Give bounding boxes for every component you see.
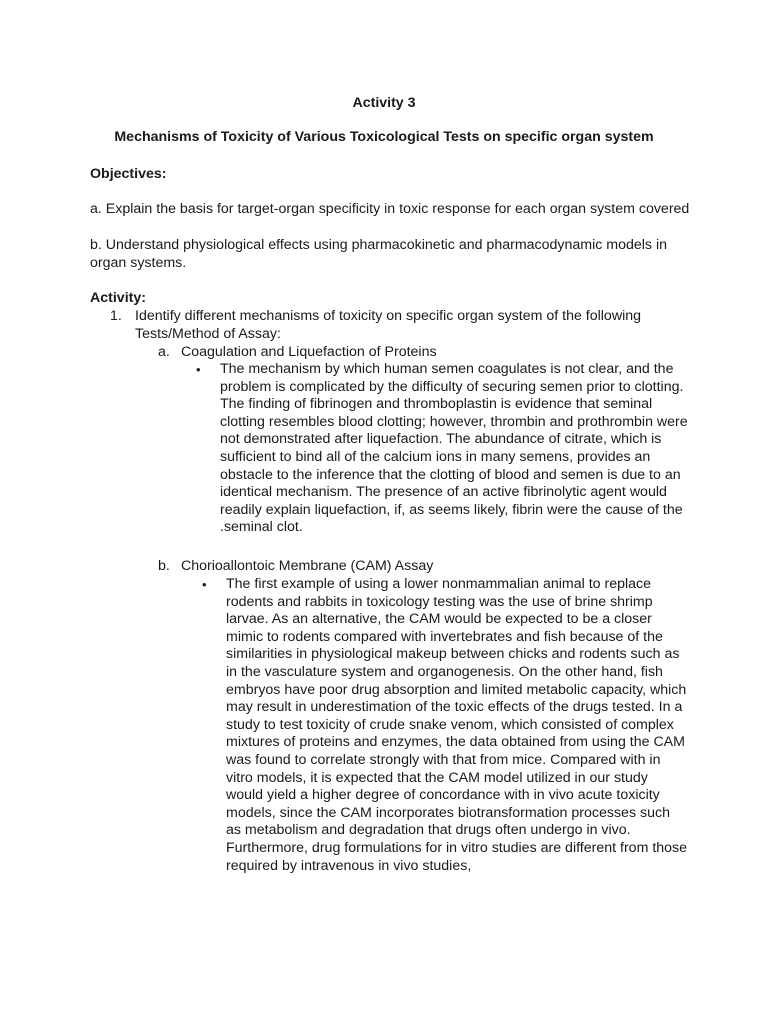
page-title: Activity 3 [352,95,416,111]
bullet-b: • [202,577,207,592]
subitem-b-paragraph: The first example of using a lower nonmammalian animal to replace rodents and rabbits in toxicology testing was the use of brine shrimp larvae. As an alternative, the CAM would be expected to be a closer mimic to rodents compared with invertebrates and fish because of the similarities in physiological makeup between chicks and rodents such as in the vasculature system and organogenesis. On the other hand, fish embryos have poor drug absorption and limited metabolic capacity, which may result in underestimation of the toxic effects of the drugs tested. In a study to test toxicity of crude snake venom, which consisted of complex mixtures of proteins and enzymes, the data obtained from using the CAM was found to correlate strongly with that from mice. Compared with in vitro models, it is expected that the CAM model utilized in our study would yield a higher degree of concordance with in vivo acute toxicity models, since the CAM incorporates biotransformation processes such as metabolism and degradation that drugs often undergo in vivo. Furthermore, drug formulations for in vitro studies are different from those required by intravenous in vivo studies, [226,576,688,874]
page-subtitle: Mechanisms of Toxicity of Various Toxicological Tests on specific organ system [114,129,654,145]
subitem-b-marker: b. [158,558,170,574]
list-item-number: 1. [110,308,122,324]
list-item-text: Identify different mechanisms of toxicity on specific organ system of the following Tests/Method of Assay: [135,308,641,342]
subitem-a-paragraph: The mechanism by which human semen coagulates is not clear, and the problem is complicated by the difficulty of securing semen prior to clotting. The finding of fibrinogen and thromboplastin is evidence that seminal clotting resembles blood clotting; however, thrombin and prothrombin were not demonstrated after liquefaction. The abundance of citrate, which is sufficient to bind all of the calcium ions in many semens, provides an obstacle to the inference that the clotting of blood and semen is due to an identical mechanism. The presence of an active fibrinolytic agent would readily explain liquefaction, if, as seems likely, fibrin were the cause of the .seminal clot. [220,361,688,536]
subitem-a-title: Coagulation and Liquefaction of Proteins [181,344,437,360]
subitem-a-marker: a. [158,344,170,360]
objective-a: a. Explain the basis for target-organ specificity in toxic response for each organ system covered [90,201,690,217]
bullet-a: • [196,362,201,377]
objectives-heading: Objectives: [90,166,167,182]
objective-b: b. Understand physiological effects using pharmacokinetic and pharmacodynamic models in organ systems. [90,237,668,271]
subitem-b-title: Chorioallontoic Membrane (CAM) Assay [181,558,434,574]
activity-heading: Activity: [90,290,146,306]
